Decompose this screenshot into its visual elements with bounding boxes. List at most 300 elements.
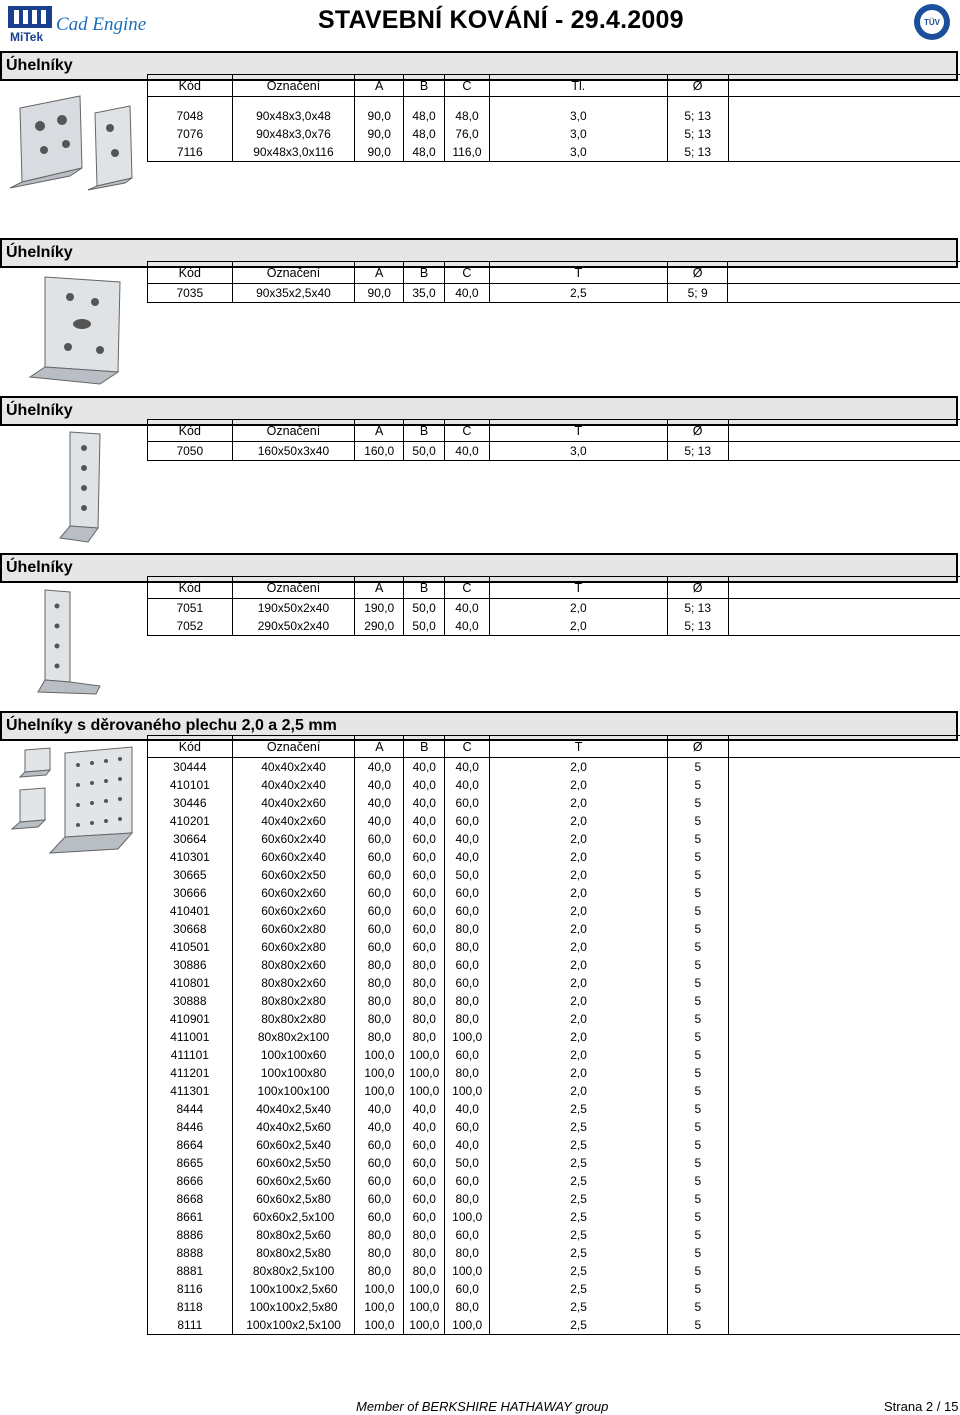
tuv-certification-badge: [912, 2, 952, 42]
column-header: Kód: [148, 577, 233, 599]
table-cell: 8664: [148, 1136, 233, 1154]
table-cell: 80x80x2x80: [232, 992, 355, 1010]
table-cell: 30664: [148, 830, 233, 848]
table-row: [148, 866, 960, 884]
table-cell: 60,0: [404, 902, 445, 920]
angle-bracket-image: [0, 586, 120, 704]
table-cell: 60,0: [445, 1280, 490, 1298]
table-cell: 2,0: [490, 1064, 668, 1082]
section-5-table: [147, 735, 960, 1335]
table-cell: 80,0: [445, 938, 490, 956]
table-cell: 60,0: [445, 794, 490, 812]
table-cell: 80,0: [445, 1244, 490, 1262]
table-cell: 40,0: [404, 776, 445, 794]
table-cell: 5: [667, 1064, 728, 1082]
section-2-table: [147, 261, 960, 303]
table-cell: 60x60x2,5x40: [232, 1136, 355, 1154]
table-cell: 80,0: [355, 1262, 404, 1280]
table-header-row: [148, 736, 960, 758]
table-cell: 8881: [148, 1262, 233, 1280]
table-cell: 2,0: [490, 794, 668, 812]
table-cell: 5: [667, 812, 728, 830]
table-cell: 5: [667, 1010, 728, 1028]
table-row: [148, 794, 960, 812]
table-cell: 80,0: [404, 974, 445, 992]
column-header: Označení: [232, 75, 355, 97]
table-cell: 8111: [148, 1316, 233, 1335]
table-cell: 5: [667, 1100, 728, 1118]
table-cell: 100,0: [355, 1316, 404, 1335]
column-spacer: [728, 577, 960, 599]
table-row: 7116 90x48x3,0x116 90,0 48,0 116,0 3,0 5; 13: [148, 143, 960, 162]
table-cell: 80x80x2,5x80: [232, 1244, 355, 1262]
table-cell: 5: [667, 1226, 728, 1244]
table-cell: 2,0: [490, 776, 668, 794]
column-header: T: [489, 577, 667, 599]
table-cell: 80,0: [404, 1262, 445, 1280]
table-cell: 40,0: [355, 1118, 404, 1136]
section-title: Úhelníky: [0, 553, 958, 583]
section-title: Úhelníky s děrovaného plechu 2,0 a 2,5 mm: [0, 711, 958, 741]
table-cell: 2,5: [490, 1316, 668, 1335]
table-cell: 5: [667, 1082, 728, 1100]
table-row: [148, 974, 960, 992]
table-cell: 5: [667, 1190, 728, 1208]
table-row: [148, 1136, 960, 1154]
table-cell: 5: [667, 1316, 728, 1335]
table-cell: 60,0: [445, 1118, 490, 1136]
table-cell: 2,0: [490, 992, 668, 1010]
table-row: [148, 830, 960, 848]
table-cell: 100x100x2,5x80: [232, 1298, 355, 1316]
section-title: Úhelníky: [0, 238, 958, 268]
column-header: C: [445, 420, 490, 442]
svg-text:MiTek: MiTek: [10, 30, 44, 44]
table-cell: 80,0: [445, 1298, 490, 1316]
table-row: [148, 1208, 960, 1226]
column-header: C: [445, 736, 490, 758]
table-cell: 80x80x2x80: [232, 1010, 355, 1028]
table-cell: 8886: [148, 1226, 233, 1244]
table-cell: 80,0: [355, 956, 404, 974]
column-header: T: [490, 736, 668, 758]
column-header: B: [404, 420, 445, 442]
table-cell: 80,0: [355, 1244, 404, 1262]
table-cell: 40x40x2x40: [232, 776, 355, 794]
table-cell: 5: [667, 1244, 728, 1262]
table-cell: 100,0: [445, 1208, 490, 1226]
column-header: Označení: [232, 262, 355, 284]
column-header: Kód: [148, 75, 233, 97]
table-cell: 411301: [148, 1082, 233, 1100]
table-cell: 40,0: [445, 1136, 490, 1154]
table-cell: 80,0: [355, 1226, 404, 1244]
table-cell: 410401: [148, 902, 233, 920]
table-cell: 80,0: [404, 956, 445, 974]
table-cell: 60,0: [404, 1154, 445, 1172]
section-3-table: [147, 419, 960, 461]
table-cell: 2,5: [490, 1280, 668, 1298]
table-cell: 80x80x2,5x100: [232, 1262, 355, 1280]
table-cell: 5: [667, 974, 728, 992]
table-cell: 60,0: [404, 848, 445, 866]
table-cell: 60,0: [445, 974, 490, 992]
table-row: [148, 1064, 960, 1082]
table-cell: 5: [667, 848, 728, 866]
table-cell: 60x60x2,5x80: [232, 1190, 355, 1208]
table-cell: 60,0: [355, 902, 404, 920]
column-header: Ø: [667, 75, 728, 97]
table-cell: 100,0: [355, 1280, 404, 1298]
table-cell: 100x100x80: [232, 1064, 355, 1082]
table-cell: 100,0: [445, 1316, 490, 1335]
table-cell: 5: [667, 1208, 728, 1226]
table-cell: 50,0: [445, 1154, 490, 1172]
table-cell: 100,0: [404, 1082, 445, 1100]
table-cell: 2,5: [490, 1118, 668, 1136]
table-row: [148, 1262, 960, 1280]
table-row: [148, 956, 960, 974]
footer-member-text: Member of BERKSHIRE HATHAWAY group: [356, 1399, 609, 1414]
table-cell: 80,0: [355, 974, 404, 992]
table-cell: 2,0: [490, 920, 668, 938]
table-cell: 80,0: [445, 992, 490, 1010]
document-title: STAVEBNÍ KOVÁNÍ - 29.4.2009: [318, 6, 684, 34]
table-row: 7052 290x50x2x40 290,0 50,0 40,0 2,0 5; 13: [148, 617, 960, 636]
table-cell: 60,0: [445, 812, 490, 830]
column-spacer: [728, 736, 960, 758]
svg-text:Cad Engine: Cad Engine: [56, 14, 147, 35]
angle-bracket-image: [0, 272, 140, 392]
svg-text:TÜV: TÜV: [924, 18, 940, 27]
table-cell: 40x40x2x40: [232, 758, 355, 777]
column-header: Označení: [232, 420, 355, 442]
table-cell: 60x60x2x40: [232, 830, 355, 848]
column-header: T: [489, 262, 667, 284]
column-header: Ø: [667, 262, 728, 284]
table-cell: 30446: [148, 794, 233, 812]
table-cell: 80,0: [445, 1010, 490, 1028]
table-cell: 100x100x2,5x60: [232, 1280, 355, 1298]
table-row: [148, 1100, 960, 1118]
table-cell: 60,0: [355, 830, 404, 848]
table-cell: 5: [667, 920, 728, 938]
table-cell: 40,0: [355, 812, 404, 830]
table-cell: 410101: [148, 776, 233, 794]
table-cell: 5: [667, 1136, 728, 1154]
table-cell: 2,0: [490, 974, 668, 992]
column-header: C: [444, 262, 489, 284]
table-cell: 80,0: [445, 1064, 490, 1082]
table-cell: 40,0: [445, 758, 490, 777]
column-header: A: [355, 420, 404, 442]
table-row: [148, 1190, 960, 1208]
table-row: [148, 1280, 960, 1298]
table-cell: 80,0: [445, 1190, 490, 1208]
table-header-row: [148, 420, 960, 442]
table-cell: 60,0: [445, 884, 490, 902]
table-cell: 40,0: [404, 812, 445, 830]
table-row: [148, 1010, 960, 1028]
table-cell: 5: [667, 758, 728, 777]
table-cell: 60,0: [355, 866, 404, 884]
table-cell: 100,0: [355, 1064, 404, 1082]
table-cell: 100,0: [404, 1316, 445, 1335]
table-cell: 40,0: [404, 1100, 445, 1118]
table-cell: 100x100x100: [232, 1082, 355, 1100]
table-cell: 8118: [148, 1298, 233, 1316]
table-cell: 8665: [148, 1154, 233, 1172]
column-spacer: [728, 262, 960, 284]
table-cell: 40x40x2x60: [232, 794, 355, 812]
column-header: Kód: [148, 420, 233, 442]
table-row: 7035 90x35x2,5x40 90,0 35,0 40,0 2,5 5; 9: [148, 284, 960, 303]
table-cell: 80,0: [404, 992, 445, 1010]
table-cell: 60,0: [404, 1172, 445, 1190]
table-cell: 8888: [148, 1244, 233, 1262]
table-row: [148, 920, 960, 938]
table-cell: 8666: [148, 1172, 233, 1190]
table-cell: 80,0: [404, 1028, 445, 1046]
table-cell: 100,0: [404, 1046, 445, 1064]
table-cell: 5: [667, 794, 728, 812]
table-cell: 60,0: [404, 884, 445, 902]
column-header: A: [355, 736, 404, 758]
section-1-table: [147, 74, 960, 162]
table-cell: 5: [667, 992, 728, 1010]
table-cell: 40,0: [445, 1100, 490, 1118]
table-cell: 410201: [148, 812, 233, 830]
table-cell: 5: [667, 866, 728, 884]
table-cell: 60,0: [404, 830, 445, 848]
table-cell: 60,0: [445, 902, 490, 920]
column-header: C: [445, 577, 490, 599]
table-row: [148, 1298, 960, 1316]
table-cell: 5: [667, 884, 728, 902]
column-header: B: [404, 262, 445, 284]
table-row: [148, 1046, 960, 1064]
table-cell: 40x40x2,5x60: [232, 1118, 355, 1136]
table-cell: 8446: [148, 1118, 233, 1136]
table-row: [148, 1082, 960, 1100]
table-row: [148, 1316, 960, 1335]
section-title: Úhelníky: [0, 396, 958, 426]
table-row: [148, 758, 960, 777]
column-spacer: [728, 75, 960, 97]
table-row: [148, 812, 960, 830]
table-header-row: [148, 75, 960, 97]
column-header: C: [445, 75, 490, 97]
table-cell: 2,0: [490, 938, 668, 956]
table-cell: 410901: [148, 1010, 233, 1028]
column-header: Kód: [148, 262, 233, 284]
table-cell: 30668: [148, 920, 233, 938]
table-header-row: [148, 577, 960, 599]
table-cell: 5: [667, 902, 728, 920]
table-cell: 5: [667, 1262, 728, 1280]
column-header: B: [404, 75, 445, 97]
table-row: 7076 90x48x3,0x76 90,0 48,0 76,0 3,0 5; 13: [148, 125, 960, 143]
table-cell: 100,0: [355, 1046, 404, 1064]
table-cell: 60,0: [355, 1208, 404, 1226]
page-number: Strana 2 / 15: [884, 1399, 959, 1414]
table-cell: 5: [667, 956, 728, 974]
table-cell: 30888: [148, 992, 233, 1010]
angle-bracket-image: [0, 88, 145, 203]
table-cell: 80x80x2x60: [232, 956, 355, 974]
table-cell: 60,0: [355, 1190, 404, 1208]
table-cell: 2,0: [490, 758, 668, 777]
table-cell: 40x40x2,5x40: [232, 1100, 355, 1118]
table-cell: 2,5: [490, 1244, 668, 1262]
table-cell: 80,0: [355, 1028, 404, 1046]
table-cell: 60,0: [355, 1136, 404, 1154]
table-cell: 410801: [148, 974, 233, 992]
table-cell: 60,0: [355, 938, 404, 956]
table-cell: 40,0: [355, 794, 404, 812]
table-cell: 80x80x2,5x60: [232, 1226, 355, 1244]
table-cell: 40,0: [404, 1118, 445, 1136]
table-cell: 80,0: [445, 920, 490, 938]
table-cell: 60,0: [355, 884, 404, 902]
table-cell: 80,0: [355, 992, 404, 1010]
page-header: [0, 0, 960, 46]
table-cell: 5: [667, 1154, 728, 1172]
table-cell: 410301: [148, 848, 233, 866]
table-cell: 2,0: [490, 1028, 668, 1046]
table-cell: 2,0: [490, 1010, 668, 1028]
column-header: Tl.: [489, 75, 667, 97]
table-cell: 2,5: [490, 1298, 668, 1316]
table-cell: 60x60x2x80: [232, 938, 355, 956]
table-cell: 2,5: [490, 1172, 668, 1190]
table-cell: 60,0: [355, 1172, 404, 1190]
table-cell: 2,5: [490, 1190, 668, 1208]
table-cell: 60x60x2,5x60: [232, 1172, 355, 1190]
table-cell: 5: [667, 1028, 728, 1046]
table-cell: 30665: [148, 866, 233, 884]
column-header: A: [355, 262, 404, 284]
table-cell: 2,0: [490, 812, 668, 830]
table-cell: 5: [667, 1298, 728, 1316]
table-row: 7048 90x48x3,0x48 90,0 48,0 48,0 3,0 5; 13: [148, 107, 960, 125]
table-cell: 80,0: [404, 1244, 445, 1262]
column-header: Ø: [667, 736, 728, 758]
table-cell: 5: [667, 1046, 728, 1064]
column-header: Označení: [232, 577, 355, 599]
column-header: A: [355, 577, 404, 599]
table-cell: 60,0: [404, 1190, 445, 1208]
table-cell: 5: [667, 830, 728, 848]
column-spacer: [728, 420, 960, 442]
table-cell: 2,0: [490, 884, 668, 902]
table-row: [148, 1154, 960, 1172]
table-row: [148, 1172, 960, 1190]
table-cell: 8661: [148, 1208, 233, 1226]
table-cell: 100,0: [404, 1280, 445, 1298]
table-cell: 60,0: [445, 1226, 490, 1244]
table-cell: 40,0: [404, 758, 445, 777]
table-cell: 60,0: [404, 938, 445, 956]
table-cell: 5: [667, 776, 728, 794]
table-cell: 50,0: [445, 866, 490, 884]
table-cell: 2,0: [490, 956, 668, 974]
table-cell: 5: [667, 1172, 728, 1190]
table-cell: 411001: [148, 1028, 233, 1046]
column-header: Ø: [667, 577, 728, 599]
table-cell: 2,5: [490, 1136, 668, 1154]
section-title: Úhelníky: [0, 51, 958, 81]
table-cell: 60,0: [404, 920, 445, 938]
table-cell: 5: [667, 1118, 728, 1136]
table-cell: 80,0: [355, 1010, 404, 1028]
table-cell: 60x60x2,5x50: [232, 1154, 355, 1172]
table-row: [148, 776, 960, 794]
table-row: [148, 848, 960, 866]
table-cell: 80x80x2x60: [232, 974, 355, 992]
table-cell: 80,0: [404, 1226, 445, 1244]
table-cell: 60x60x2,5x100: [232, 1208, 355, 1226]
table-cell: 2,0: [490, 866, 668, 884]
table-cell: 60x60x2x50: [232, 866, 355, 884]
table-cell: 2,0: [490, 848, 668, 866]
table-cell: 100,0: [404, 1064, 445, 1082]
column-header: Ø: [667, 420, 728, 442]
table-cell: 60x60x2x80: [232, 920, 355, 938]
table-cell: 60x60x2x40: [232, 848, 355, 866]
column-header: T: [489, 420, 667, 442]
column-header: Označení: [232, 736, 355, 758]
table-cell: 100,0: [404, 1298, 445, 1316]
table-cell: 2,5: [490, 1262, 668, 1280]
table-cell: 411101: [148, 1046, 233, 1064]
table-cell: 100x100x60: [232, 1046, 355, 1064]
table-cell: 40,0: [445, 830, 490, 848]
table-cell: 30444: [148, 758, 233, 777]
table-cell: 60,0: [355, 848, 404, 866]
table-cell: 2,0: [490, 830, 668, 848]
angle-bracket-image: [0, 428, 120, 548]
section-4-table: [147, 576, 960, 636]
table-cell: 60,0: [355, 920, 404, 938]
table-cell: 100,0: [445, 1262, 490, 1280]
table-cell: 2,5: [490, 1226, 668, 1244]
table-cell: 8668: [148, 1190, 233, 1208]
table-row: [148, 1244, 960, 1262]
mitek-cad-engine-logo: [6, 4, 156, 44]
table-cell: 40,0: [355, 758, 404, 777]
table-cell: 8116: [148, 1280, 233, 1298]
table-cell: 5: [667, 1280, 728, 1298]
table-cell: 60,0: [445, 956, 490, 974]
table-header-row: [148, 262, 960, 284]
table-cell: 2,0: [490, 902, 668, 920]
table-cell: 2,0: [490, 1046, 668, 1064]
table-cell: 2,5: [490, 1208, 668, 1226]
table-row: [148, 992, 960, 1010]
table-cell: 40,0: [445, 776, 490, 794]
table-row: [148, 902, 960, 920]
table-cell: 60,0: [445, 1046, 490, 1064]
table-cell: 100,0: [355, 1298, 404, 1316]
table-cell: 30886: [148, 956, 233, 974]
table-cell: 60x60x2x60: [232, 902, 355, 920]
table-cell: 60,0: [404, 1208, 445, 1226]
table-cell: 100,0: [445, 1028, 490, 1046]
table-cell: 60,0: [404, 1136, 445, 1154]
table-cell: 5: [667, 938, 728, 956]
table-cell: 411201: [148, 1064, 233, 1082]
